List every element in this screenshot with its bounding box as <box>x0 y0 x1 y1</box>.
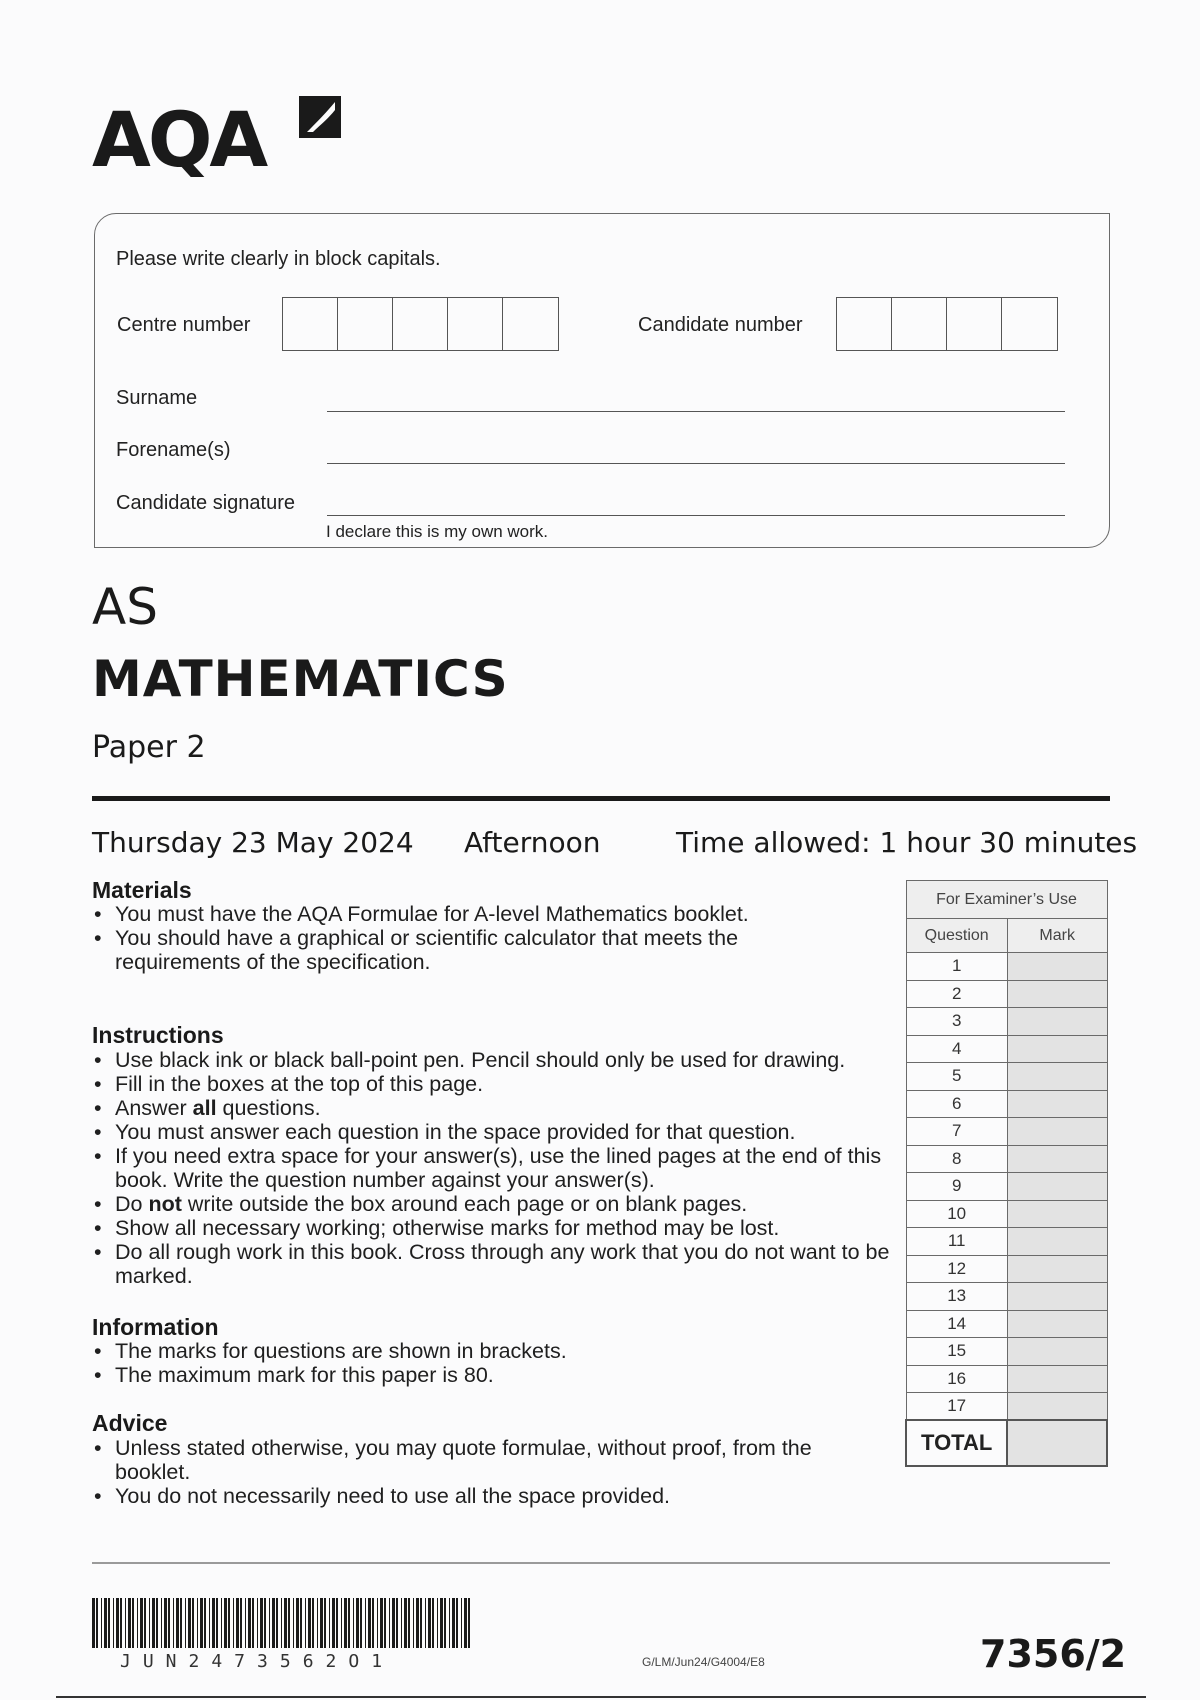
question-column-header: Question <box>906 919 1007 953</box>
footer-divider <box>92 1562 1110 1564</box>
materials-list <box>92 902 812 974</box>
question-number: 3 <box>906 1008 1007 1036</box>
question-row <box>906 1200 1107 1228</box>
question-number: 4 <box>906 1035 1007 1063</box>
exam-subject: MATHEMATICS <box>92 650 509 708</box>
page-bottom-rule <box>56 1696 1146 1698</box>
centre-number-boxes[interactable] <box>282 297 559 351</box>
mark-cell[interactable] <box>1007 1173 1107 1201</box>
signature-line[interactable] <box>327 515 1065 516</box>
total-mark-cell[interactable] <box>1007 1420 1107 1466</box>
question-row <box>906 1228 1107 1256</box>
list-item: • Show all necessary working; otherwise marks for method may be lost. <box>94 1216 780 1240</box>
question-number: 7 <box>906 1118 1007 1146</box>
list-item: • The maximum mark for this paper is 80. <box>94 1363 494 1387</box>
question-row <box>906 1283 1107 1311</box>
question-number: 2 <box>906 980 1007 1008</box>
mark-cell[interactable] <box>1007 980 1107 1008</box>
list-item: • Unless stated otherwise, you may quote formulae, without proof, from the booklet. <box>94 1436 812 1484</box>
aqa-logo <box>92 88 352 184</box>
mark-cell[interactable] <box>1007 1200 1107 1228</box>
mark-cell[interactable] <box>1007 1090 1107 1118</box>
signature-label: Candidate signature <box>116 492 296 514</box>
surname-label: Surname <box>116 387 198 409</box>
question-row <box>906 953 1107 981</box>
materials-heading: Materials <box>92 877 192 903</box>
list-item: • If you need extra space for your answer(s), use the lined pages at the end of this book. Write the question number against your answer(s). <box>94 1144 882 1192</box>
question-number: 15 <box>906 1338 1007 1366</box>
question-row <box>906 1393 1107 1421</box>
question-number: 14 <box>906 1310 1007 1338</box>
mark-cell[interactable] <box>1007 1228 1107 1256</box>
question-row <box>906 980 1107 1008</box>
declaration-text: I declare this is my own work. <box>326 522 549 541</box>
question-number: 17 <box>906 1393 1007 1421</box>
time-allowed: Time allowed: 1 hour 30 minutes <box>676 826 1138 859</box>
candidate-digit-box[interactable] <box>1002 298 1057 350</box>
question-number: 12 <box>906 1255 1007 1283</box>
centre-digit-box[interactable] <box>338 298 393 350</box>
list-item: • You do not necessarily need to use all the space provided. <box>94 1484 671 1508</box>
candidate-digit-box[interactable] <box>947 298 1002 350</box>
barcode-digits: JUN2473562O1 <box>120 1651 395 1672</box>
question-number: 6 <box>906 1090 1007 1118</box>
centre-digit-box[interactable] <box>503 298 558 350</box>
mark-column-header: Mark <box>1007 919 1107 953</box>
centre-digit-box[interactable] <box>448 298 503 350</box>
information-list <box>92 1339 812 1387</box>
exam-level: AS <box>92 578 158 636</box>
question-number: 13 <box>906 1283 1007 1311</box>
examiners-use-title: For Examiner’s Use <box>906 881 1107 919</box>
mark-cell[interactable] <box>1007 1283 1107 1311</box>
list-item: • Fill in the boxes at the top of this page. <box>94 1072 484 1096</box>
title-divider <box>92 796 1110 801</box>
question-number: 11 <box>906 1228 1007 1256</box>
mark-cell[interactable] <box>1007 1393 1107 1421</box>
information-heading: Information <box>92 1314 219 1340</box>
instructions-heading: Instructions <box>92 1022 224 1048</box>
question-number: 9 <box>906 1173 1007 1201</box>
question-row <box>906 1365 1107 1393</box>
question-number: 1 <box>906 953 1007 981</box>
candidate-number-boxes[interactable] <box>836 297 1058 351</box>
question-row <box>906 1338 1107 1366</box>
advice-list <box>92 1436 812 1508</box>
total-row <box>906 1420 1107 1466</box>
question-row <box>906 1145 1107 1173</box>
block-capitals-instruction: Please write clearly in block capitals. <box>116 248 441 270</box>
centre-number-label: Centre number <box>117 314 251 336</box>
list-item: • You should have a graphical or scientific calculator that meets the requirements of the specification. <box>94 926 739 974</box>
question-number: 16 <box>906 1365 1007 1393</box>
candidate-details-box <box>94 213 1110 548</box>
paper-code: 7356/2 <box>980 1632 1127 1676</box>
mark-cell[interactable] <box>1007 1118 1107 1146</box>
exam-paper: Paper 2 <box>92 730 206 765</box>
question-row <box>906 1008 1107 1036</box>
reference-code: G/LM/Jun24/G4004/E8 <box>642 1655 765 1669</box>
instructions-list <box>92 1048 902 1288</box>
list-item: • You must answer each question in the space provided for that question. <box>94 1120 796 1144</box>
mark-cell[interactable] <box>1007 1310 1107 1338</box>
list-item: • Answer all questions. <box>94 1096 321 1120</box>
aqa-mark-icon <box>295 92 345 142</box>
question-number: 5 <box>906 1063 1007 1091</box>
mark-cell[interactable] <box>1007 1338 1107 1366</box>
exam-session: Afternoon <box>464 826 601 859</box>
candidate-digit-box[interactable] <box>837 298 892 350</box>
forenames-line[interactable] <box>327 463 1065 464</box>
list-item: • You must have the AQA Formulae for A-level Mathematics booklet. <box>94 902 749 926</box>
mark-cell[interactable] <box>1007 1365 1107 1393</box>
mark-cell[interactable] <box>1007 1255 1107 1283</box>
centre-digit-box[interactable] <box>393 298 448 350</box>
question-row <box>906 1035 1107 1063</box>
question-row <box>906 1310 1107 1338</box>
question-number: 8 <box>906 1145 1007 1173</box>
candidate-digit-box[interactable] <box>892 298 947 350</box>
mark-cell[interactable] <box>1007 1145 1107 1173</box>
list-item: • Do all rough work in this book. Cross through any work that you do not want to be marked. <box>94 1240 890 1288</box>
surname-line[interactable] <box>327 411 1065 412</box>
barcode-icon <box>92 1598 474 1648</box>
total-label: TOTAL <box>906 1420 1007 1466</box>
question-row <box>906 1063 1107 1091</box>
exam-date: Thursday 23 May 2024 <box>92 826 414 859</box>
question-row <box>906 1173 1107 1201</box>
mark-cell[interactable] <box>1007 953 1107 981</box>
forenames-label: Forename(s) <box>116 439 231 461</box>
question-row <box>906 1090 1107 1118</box>
examiners-use-table <box>905 880 1108 1467</box>
list-item: • Do not write outside the box around each page or on blank pages. <box>94 1192 748 1216</box>
question-row <box>906 1255 1107 1283</box>
logo-text: AQA <box>92 95 266 184</box>
advice-heading: Advice <box>92 1410 168 1436</box>
mark-cell[interactable] <box>1007 1008 1107 1036</box>
question-number: 10 <box>906 1200 1007 1228</box>
candidate-number-label: Candidate number <box>638 314 803 336</box>
list-item: • Use black ink or black ball-point pen. Pencil should only be used for drawing. <box>94 1048 846 1072</box>
centre-digit-box[interactable] <box>283 298 338 350</box>
question-row <box>906 1118 1107 1146</box>
list-item: • The marks for questions are shown in brackets. <box>94 1339 567 1363</box>
mark-cell[interactable] <box>1007 1035 1107 1063</box>
mark-cell[interactable] <box>1007 1063 1107 1091</box>
